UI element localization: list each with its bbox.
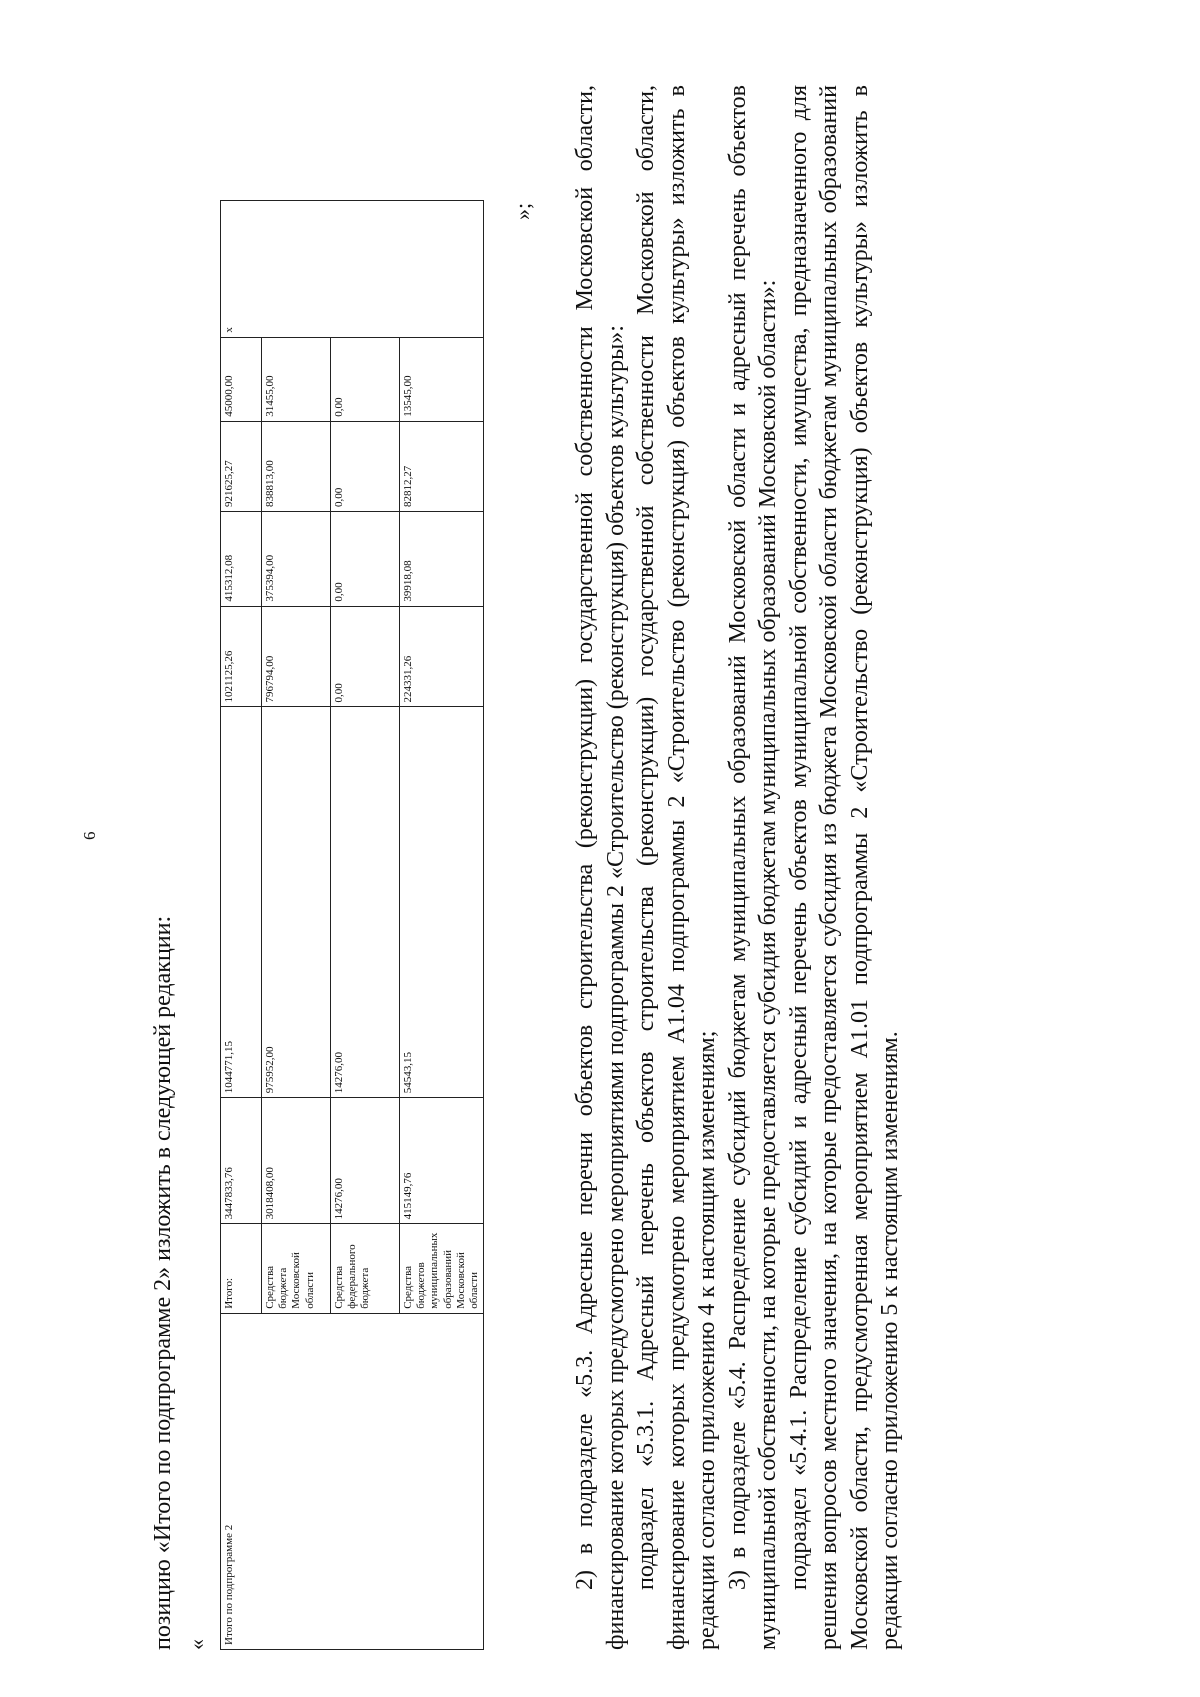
paragraph: 2) в подразделе «5.3. Адресные перечни объектов строительства (реконструкции) государственной собственности Московской области, финансирование которых предусмотрено мероприятиями подпрограммы 2 «Строительство (реконструкция) объектов культуры»: — [572, 85, 629, 1650]
paragraph: 3) в подразделе «5.4. Распределение субсидий бюджетам муниципальных образований Московской области и адресный перечень объектов муниципальной собственности, на которые предоставляется субсидия бюджетам муниципальных образований Московской области»: — [724, 85, 781, 1650]
value-cell: 45000,00 — [221, 337, 262, 421]
paragraph: подраздел «5.3.1. Адресный перечень объектов строительства (реконструкции) государственной собственности Московской области, финансирование которых предусмотрено мероприятием А1.04 подпрограммы 2 «Строительство (реконструкция) объектов культуры» изложить в редакции согласно приложению 4 к настоящим изменениям; — [633, 85, 720, 1650]
value-cell: 0,00 — [331, 337, 400, 421]
value-cell: 375394,00 — [262, 512, 331, 607]
value-cell: 415149,76 — [400, 1098, 484, 1224]
value-cell: 82812,27 — [400, 421, 484, 511]
value-cell: 0,00 — [331, 512, 400, 607]
value-cell: 838813,00 — [262, 421, 331, 511]
value-cell: 224331,26 — [400, 606, 484, 707]
source-cell: Средства бюджетов муниципальных образований Московской области — [400, 1224, 484, 1313]
value-cell: 14276,00 — [331, 707, 400, 1098]
value-cell: 921625,27 — [221, 421, 262, 511]
value-cell: 975952,00 — [262, 707, 331, 1098]
intro-line: позицию «Итого по подпрограмме 2» изложить в следующей редакции: — [150, 915, 176, 1650]
funding-table — [220, 200, 484, 1650]
rotated-page-content — [0, 50, 1130, 1650]
value-cell: 3018408,00 — [262, 1098, 331, 1224]
value-cell: 796794,00 — [262, 606, 331, 707]
value-cell: 31455,00 — [262, 337, 331, 421]
source-cell: Средства федерального бюджета — [331, 1224, 400, 1313]
value-cell: 0,00 — [331, 421, 400, 511]
value-cell: 415312,08 — [221, 512, 262, 607]
value-cell: 14276,00 — [331, 1098, 400, 1224]
value-cell: 13545,00 — [400, 337, 484, 421]
table-row — [221, 201, 262, 1650]
paragraph: подраздел «5.4.1. Распределение субсидий и адресный перечень объектов муниципальной собственности, имущества, предназначенного для решения вопросов местного значения, на которые предоставляется субсидия из бюджета Московской области бюджетам муниципальных образований Московской области, предусмотренная мероприятием А1.01 подпрограммы 2 «Строительство (реконструкция) объектов культуры» изложить в редакции согласно приложению 5 к настоящим изменениям. — [785, 85, 903, 1650]
open-quote: « — [184, 1639, 209, 1650]
value-cell: 54543,15 — [400, 707, 484, 1098]
value-cell: 0,00 — [331, 606, 400, 707]
source-cell: Средства бюджета Московской области — [262, 1224, 331, 1313]
close-quote: »; — [510, 202, 535, 220]
subprogram-name-cell: Итого по подпрограмме 2 — [221, 1313, 484, 1649]
page-number: 6 — [80, 831, 99, 840]
value-cell: 39918,08 — [400, 512, 484, 607]
value-cell: 1021125,26 — [221, 606, 262, 707]
value-cell: 1044771,15 — [221, 707, 262, 1098]
value-cell: 3447833,76 — [221, 1098, 262, 1224]
source-cell: Итого: — [221, 1224, 262, 1313]
body-text — [570, 85, 906, 1650]
last-col-cell: x — [221, 201, 484, 338]
